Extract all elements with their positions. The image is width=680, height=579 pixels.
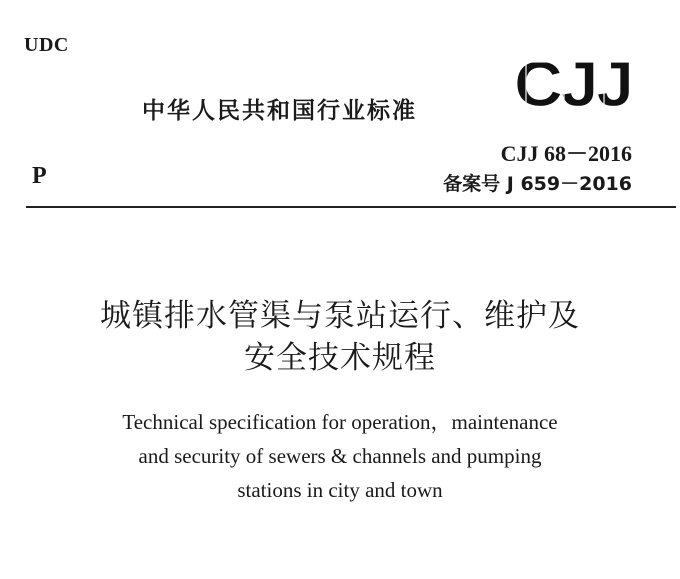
chinese-title-line: 安全技术规程 [244, 340, 436, 376]
english-title-line: Technical specification for operation，maintenance [122, 410, 558, 434]
classification-code: P [32, 163, 47, 189]
standard-number: CJJ 68－2016 [500, 141, 632, 166]
chinese-title [0, 295, 680, 379]
chinese-title-line: 城镇排水管渠与泵站运行、维护及 [100, 298, 580, 334]
header-divider [26, 206, 676, 208]
industry-standard-title: 中华人民共和国行业标准 [142, 98, 417, 124]
logo-text: CJJ [514, 56, 632, 116]
udc-label: UDC [24, 34, 69, 56]
english-title-line: and security of sewers & channels and pumping [138, 444, 542, 468]
cjj-logo [512, 56, 634, 116]
filing-number: 备案号 J 659－2016 [443, 173, 632, 195]
english-title-line: stations in city and town [237, 478, 443, 502]
english-title [0, 405, 680, 507]
